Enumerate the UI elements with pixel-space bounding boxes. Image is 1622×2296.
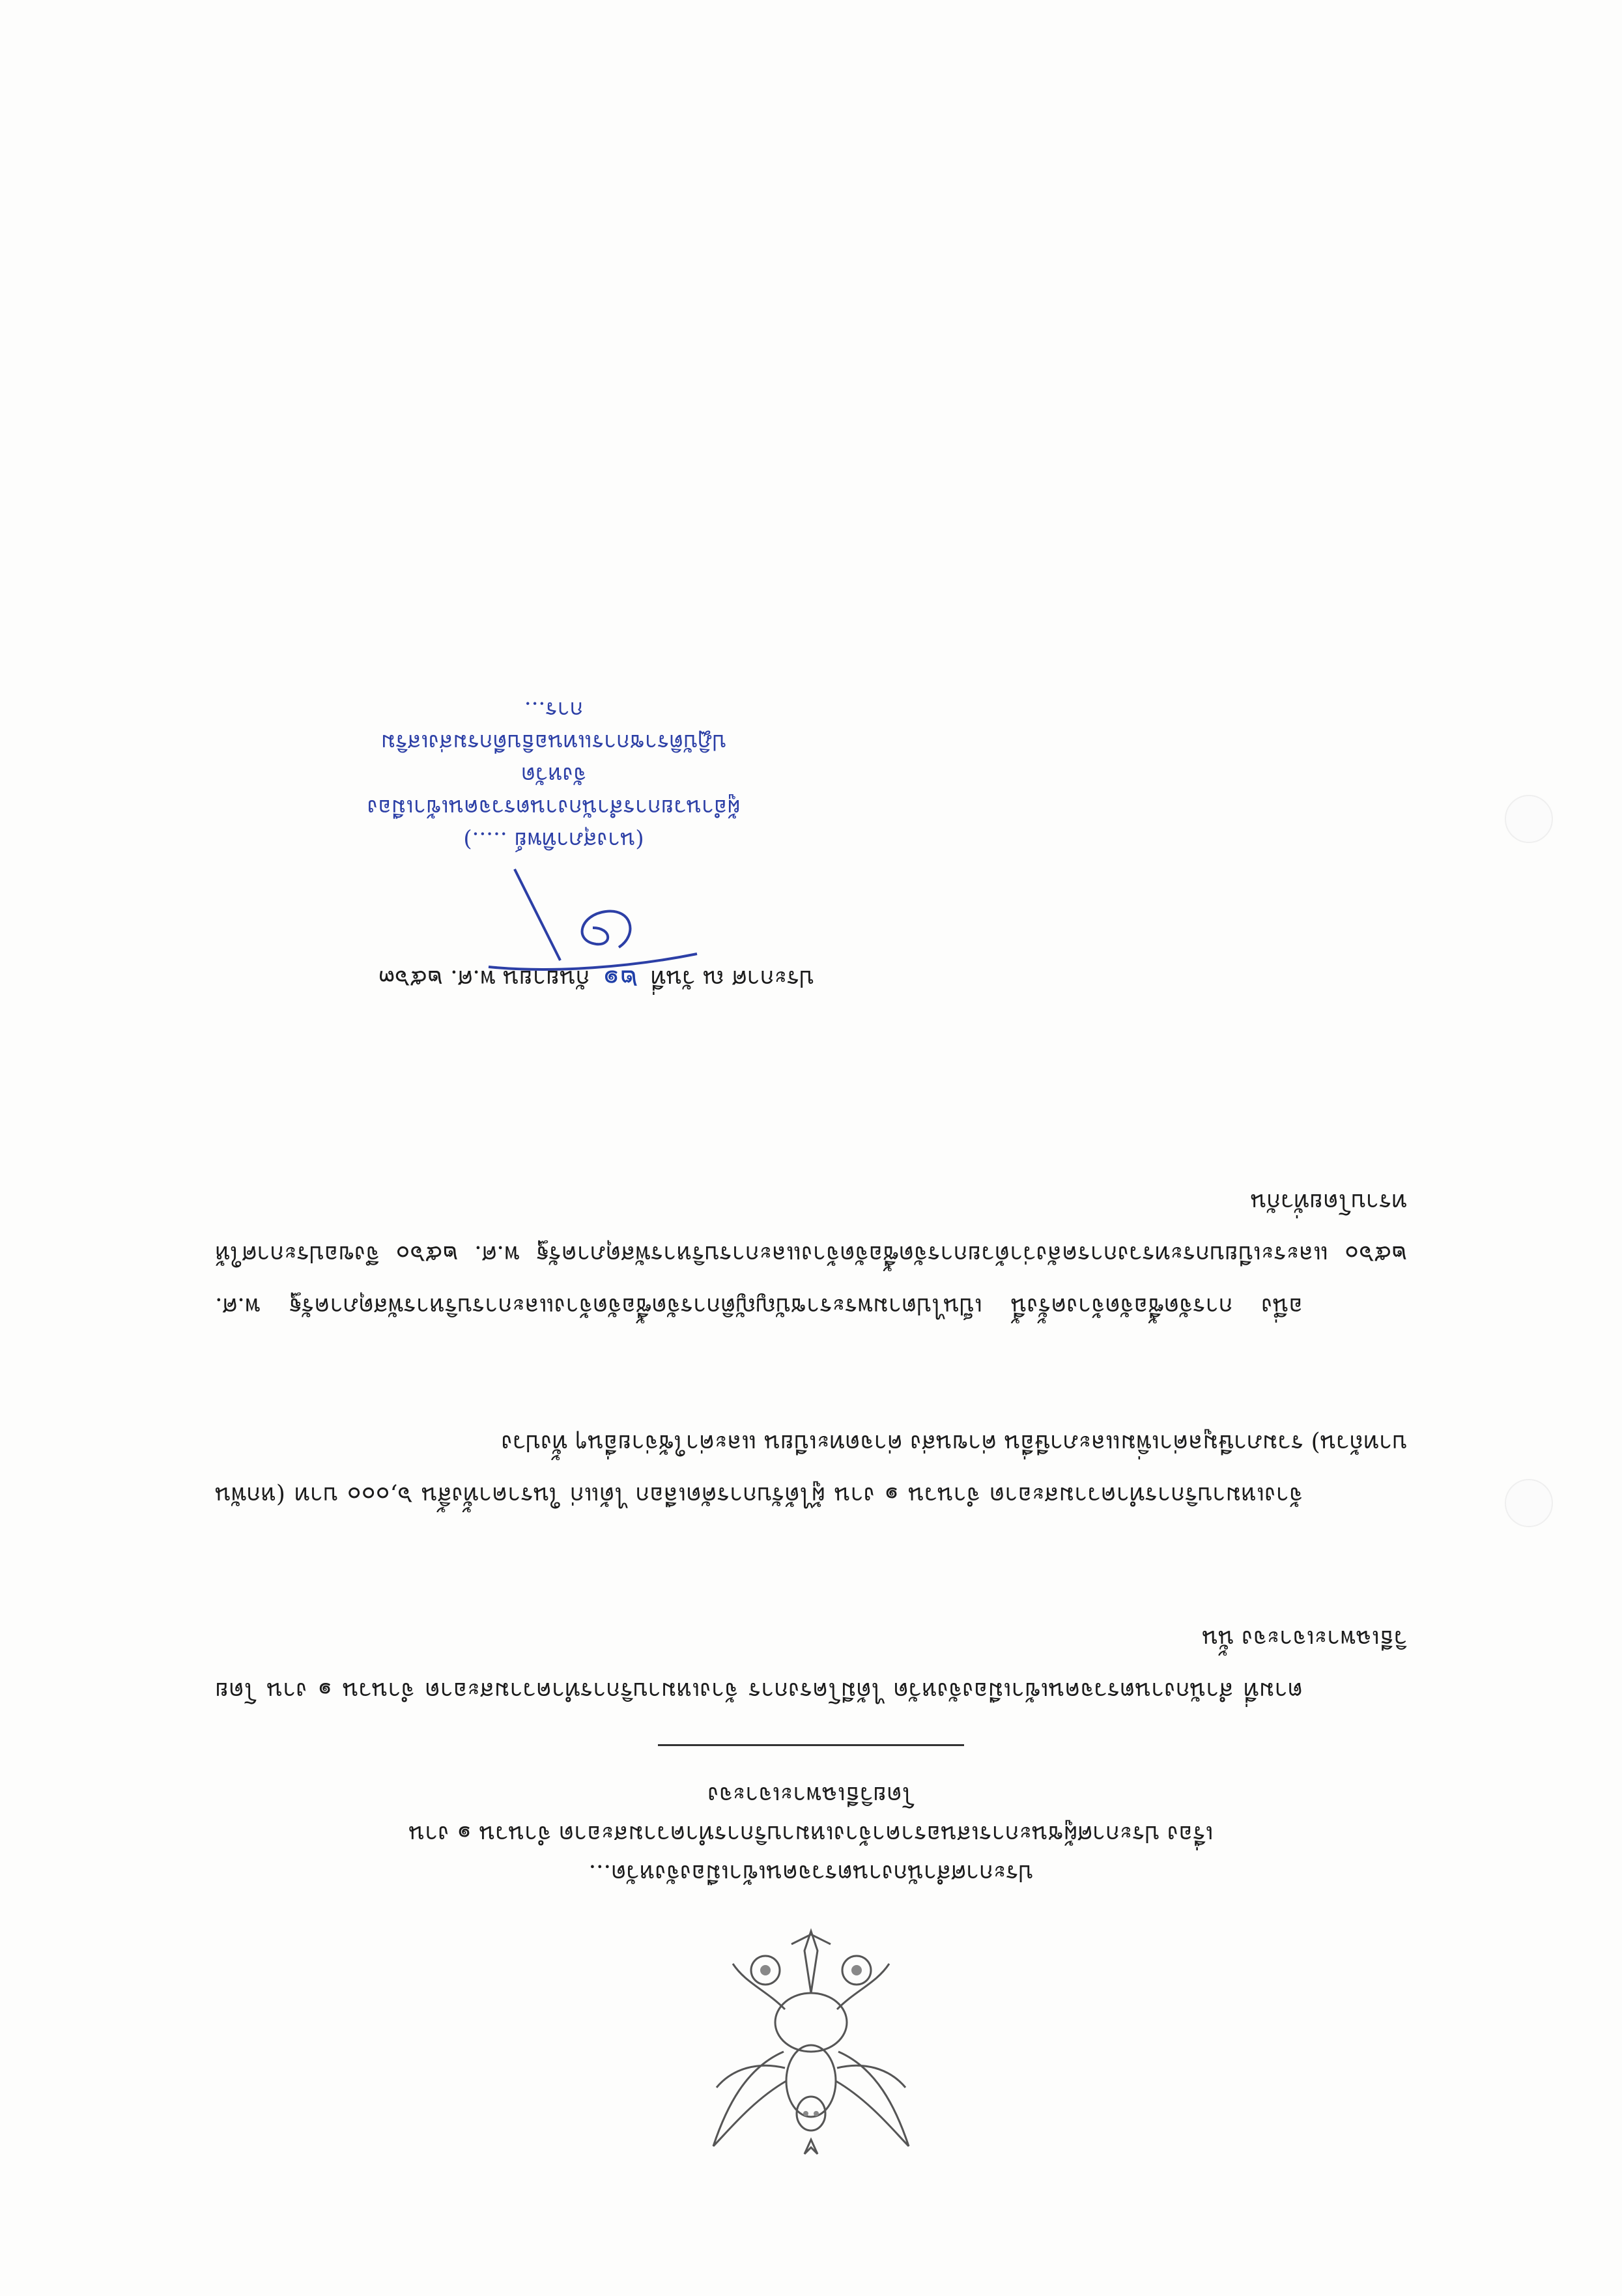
garuda-emblem-icon bbox=[707, 1925, 915, 2159]
title-divider bbox=[658, 1744, 964, 1746]
signatory-block bbox=[358, 693, 749, 856]
procurement-method: โดยวิธีเฉพาะเจาะจง bbox=[707, 1781, 915, 1808]
signature-icon bbox=[476, 863, 710, 993]
paragraph-1: ตามที่ สำนักงานตรวจคนเข้าเมืองจังหวัด ได้มีโครงการ จ้างเหมาบริการทำความสะอาด จำนวน ๑ งาน โดยวิธีเฉพาะเจาะจง นั้น bbox=[215, 1625, 1407, 1704]
signatory-position-2: ปฏิบัติราชการแทนอธิบดีกรมส่งเสริมการ... bbox=[380, 696, 727, 755]
date-day-handwritten: ๒๑ bbox=[602, 964, 638, 996]
paragraph-2: จ้างเหมาบริการทำความสะอาด จำนวน ๑ งาน ผู้ได้รับการคัดเลือก ได้แก่ ในราคาทั้งสิ้น ๖,๐๐๐ บาท (หกพันบาทถ้วน) รวมภาษีมูลค่าเพิ่มและภาษีอื่น ค่าขนส่ง ค่าจดทะเบียน และค่าใช้จ่ายอื่นๆ ทั้งปวง bbox=[215, 1429, 1407, 1508]
paragraph-3: อนึ่ง การจัดซื้อจัดจ้างครั้งนี้ เป็นไปตามพระราชบัญญัติการจัดซื้อจัดจ้างและการบริหารพัสดุภาครัฐ พ.ศ. ๒๕๖๐ และระเบียบกระทรวงการคลังว่าด้วยการจัดซื้อจัดจ้างและการบริหารพัสดุภาครัฐ พ.ศ. ๒๕๖๐ จึงขอประกาศให้ทราบโดยทั่วกัน bbox=[215, 1188, 1407, 1319]
announcement-title: ประกาศสำนักงานตรวจคนเข้าเมืองจังหวัด... bbox=[588, 1859, 1034, 1886]
signatory-position-1: ผู้อำนวยการสำนักงานตรวจคนเข้าเมืองจังหวัด bbox=[367, 762, 741, 820]
date-suffix: กันยายน พ.ศ. ๒๕๖๓ bbox=[378, 965, 590, 992]
announcement-subject: เรื่อง ประกาศผู้ชนะการเสนอราคาจ้างเหมาบริการทำความสะอาด จำนวน ๑ งาน bbox=[408, 1820, 1214, 1847]
date-prefix: ประกาศ ณ วันที่ bbox=[650, 965, 814, 992]
signatory-name: (นางสุภาทิพย์ .....) bbox=[463, 827, 644, 853]
